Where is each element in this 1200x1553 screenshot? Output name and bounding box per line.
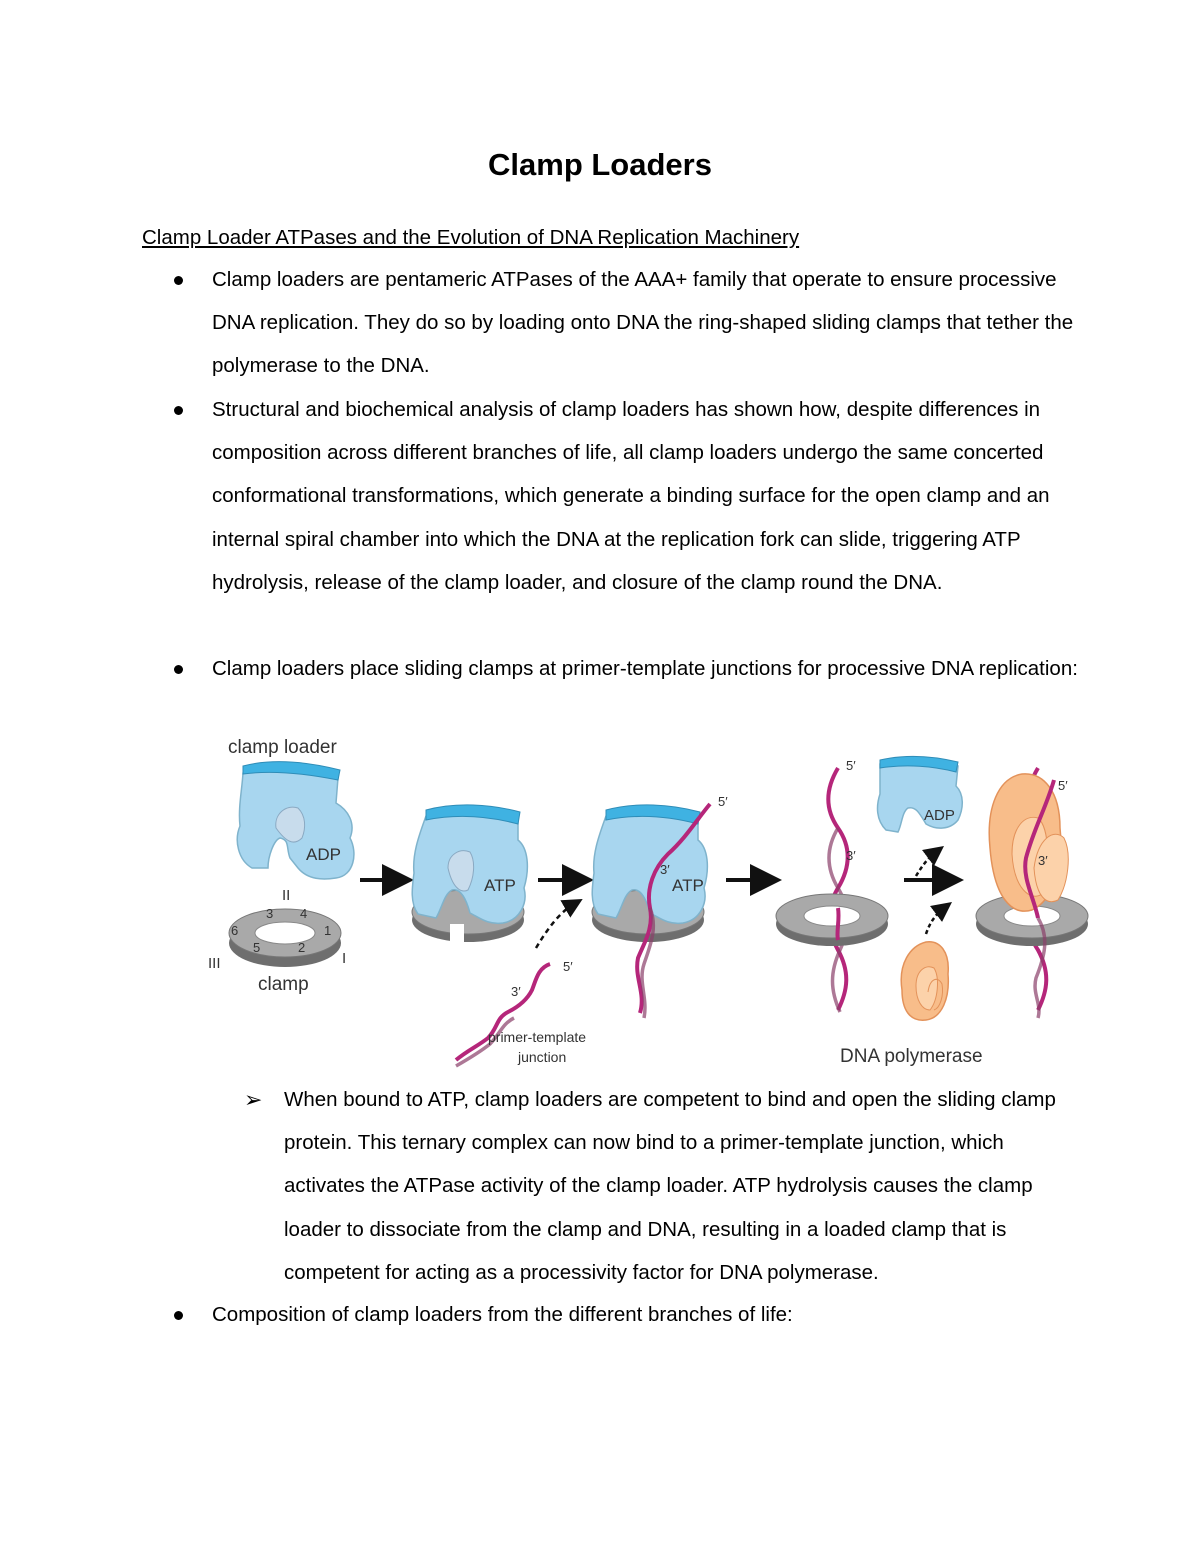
five-prime-label: 5′ [563,959,573,974]
free-dna-polymerase [901,942,948,1020]
subunit-number: 3 [266,906,274,921]
atp-label: ATP [672,876,704,895]
bullet-item: Clamp loaders are pentameric ATPases of the AAA+ family that operate to ensure processive DNA replication. They do so by loading onto DNA the ring-shaped sliding clamps that tether the polymerase to the DNA. [212,268,1074,378]
three-prime-label: 3′ [511,984,521,999]
loader-dna-complex [592,794,728,1018]
five-prime-label: 5′ [718,794,728,809]
sub-bullet-item: When bound to ATP, clamp loaders are competent to bind and open the sliding clamp protein. This ternary complex can now bind to a primer-template junction, which activates the ATPase activity of the clamp loader. ATP hydrolysis causes the clamp loader to dissociate from the clamp and DNA, resulting in a loaded clamp that is competent for acting as a processivity factor for DNA polymerase. [284,1088,1056,1284]
subunit-number: 2 [298,940,306,955]
adp-label: ADP [306,845,341,864]
five-prime-label: 5′ [1058,778,1068,793]
roman-III-label: III [208,955,221,972]
bullet-dot [174,665,183,674]
primer-template-dna [456,959,586,1066]
subunit-number: 4 [300,906,308,921]
loader-clamp-complex [412,805,527,946]
atp-label: ATP [484,876,516,895]
primer-template-label: primer-template [488,1029,587,1045]
subunit-number: 5 [253,940,261,955]
clamp-loader-free [237,762,354,879]
loaded-clamp [776,758,888,1012]
clamp-ring-closed [229,906,341,967]
section-heading: Clamp Loader ATPases and the Evolution of DNA Replication Machinery [142,226,800,249]
bullet-item: Structural and biochemical analysis of clamp loaders has shown how, despite differences in composition across different branches of life, all clamp loaders undergo the same concerted conformational transformations, which generate a binding surface for the open clamp and an internal spiral chamber into which the DNA at the replication fork can slide, triggering ATP hydrolysis, release of the clamp loader, and closure of the clamp round the DNA. [212,398,1050,594]
three-prime-label: 3′ [846,848,856,863]
roman-I-label: I [342,950,347,967]
five-prime-label: 5′ [846,758,856,773]
recruit-arrow [926,908,944,934]
bullet-dot [174,1311,183,1320]
page-title: Clamp Loaders [488,147,712,182]
clamp-loader-label: clamp loader [228,737,337,758]
bullet-dot [174,406,183,415]
clamp-label: clamp [258,974,309,995]
clamp-loading-diagram [198,728,1098,1076]
bullet-dot [174,276,183,285]
binding-arrow [536,904,574,948]
clamp-loading-figure [198,728,1098,1076]
bullet-item: Clamp loaders place sliding clamps at primer-template junctions for processive DNA replication: [212,657,1078,680]
roman-II-label: II [282,887,291,904]
three-prime-label: 3′ [660,862,670,877]
adp-label: ADP [924,807,955,824]
released-clamp-loader [878,756,963,832]
polymerase-clamp-complex [976,768,1088,1018]
sub-bullet-arrow-icon: ➢ [244,1087,263,1112]
dna-polymerase-label: DNA polymerase [840,1046,983,1067]
junction-label: junction [518,1049,567,1065]
release-arrow [916,852,936,876]
subunit-number: 1 [324,923,332,938]
subunit-number: 6 [231,923,239,938]
bullet-item: Composition of clamp loaders from the different branches of life: [212,1303,793,1326]
three-prime-label: 3′ [1038,853,1048,868]
